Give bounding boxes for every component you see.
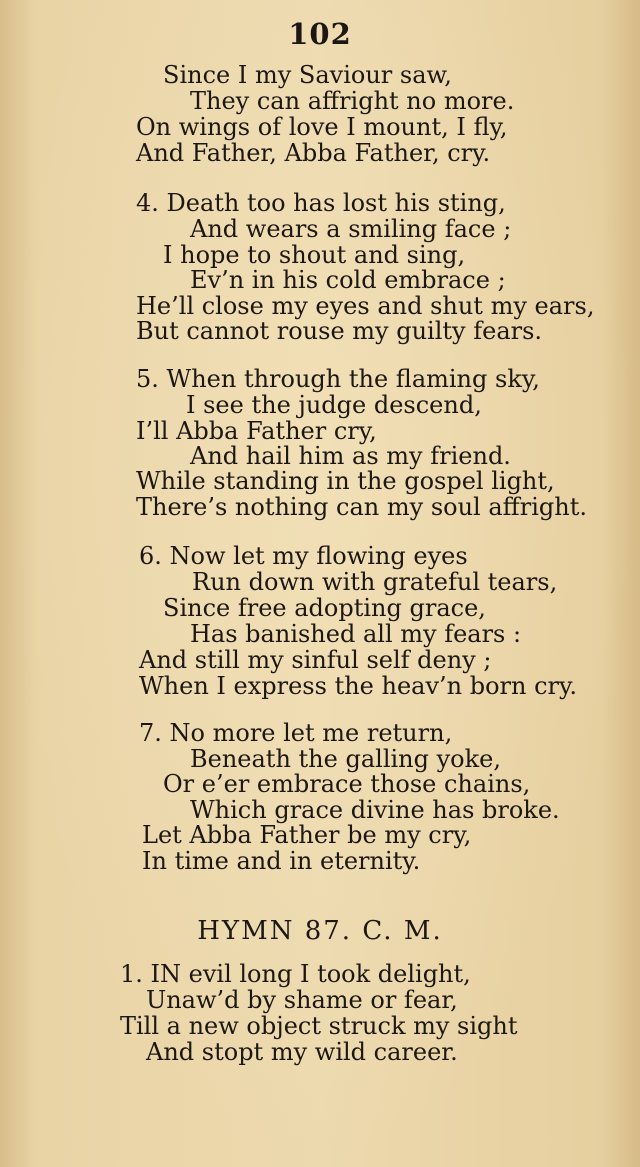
verse-line: On wings of love I mount, I fly, xyxy=(136,113,508,141)
verse-line: Since free adopting grace, xyxy=(163,594,486,622)
verse-line: Unaw’d by shame or fear, xyxy=(146,986,458,1014)
verse-line: I see the judge descend, xyxy=(186,391,482,419)
verse-line: Beneath the galling yoke, xyxy=(190,745,502,773)
hymn-heading: HYMN 87. C. M. xyxy=(197,916,443,946)
verse-line: Let Abba Father be my cry, xyxy=(142,821,472,849)
verse-line: And Father, Abba Father, cry. xyxy=(136,139,491,167)
verse-line: While standing in the gospel light, xyxy=(136,467,555,495)
verse-line: He’ll close my eyes and shut my ears, xyxy=(136,292,595,320)
verse-line: But cannot rouse my guilty fears. xyxy=(136,317,543,345)
verse-line: There’s nothing can my soul affright. xyxy=(136,493,587,521)
verse-line: Till a new object struck my sight xyxy=(120,1012,518,1040)
verse-line: I hope to shout and sing, xyxy=(163,241,466,269)
verse-line: 7. No more let me return, xyxy=(139,719,453,747)
verse-line: 4. Death too has lost his sting, xyxy=(136,189,506,217)
verse-line: And stopt my wild career. xyxy=(146,1038,458,1066)
verse-line: Has banished all my fears : xyxy=(190,620,522,648)
verse-line: Run down with grateful tears, xyxy=(192,568,558,596)
verse-line: When I express the heav’n born cry. xyxy=(139,672,578,700)
verse-line: Since I my Saviour saw, xyxy=(163,61,452,89)
verse-line: 1. IN evil long I took delight, xyxy=(120,960,471,988)
verse-line: 5. When through the flaming sky, xyxy=(136,365,540,393)
verse-line: I’ll Abba Father cry, xyxy=(136,417,377,445)
verse-line: Or e’er embrace those chains, xyxy=(163,770,531,798)
verse-line: And wears a smiling face ; xyxy=(190,215,512,243)
page-number: 102 xyxy=(288,17,352,51)
verse-line: Ev’n in his cold embrace ; xyxy=(190,266,506,294)
verse-line: And still my sinful self deny ; xyxy=(139,646,492,674)
verse-line: 6. Now let my flowing eyes xyxy=(139,542,468,570)
verse-line: And hail him as my friend. xyxy=(190,442,511,470)
verse-line: In time and in eternity. xyxy=(142,847,421,875)
verse-line: They can affright no more. xyxy=(190,87,515,115)
verse-line: Which grace divine has broke. xyxy=(190,796,560,824)
